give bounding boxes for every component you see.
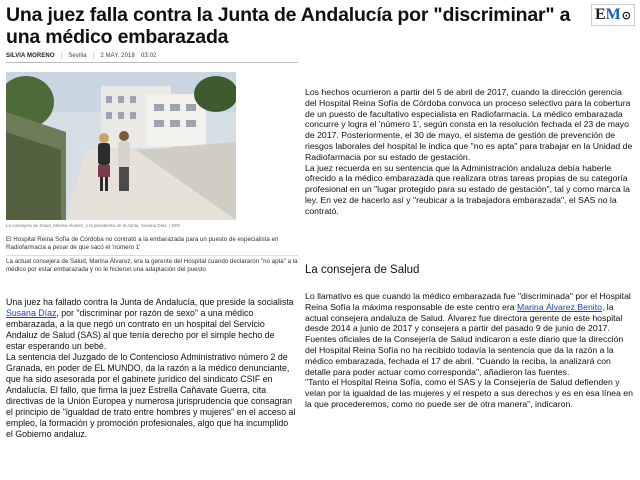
paragraph: La juez recuerda en su sentencia que la Administración andaluza debía haberle ofrecido a la médico embarazada que realizara otras tareas propias de su categoría profesional en un "lugar protegido para su estado de gestación", tal y como marca la ley. En vez de hacerlo así y "reubicar a la trabajadora embarazada", el SAS no la contrató.: [305, 162, 630, 216]
photo-illustration: [6, 72, 236, 220]
el-mundo-logo[interactable]: [591, 4, 635, 26]
section-subheading: La consejera de Salud: [305, 264, 420, 276]
paragraph: Los hechos ocurrieron a partir del 5 de abril de 2017, cuando la dirección gerencia del Hospital Reina Sofía de Córdoba convoca un proceso selectivo para la cobertura de un puesto de facultativo especialista en Radiofarmacia. La médico embarazada concurre y logra el 'número 1', según consta en la resolución fechada el 23 de mayo de 2017. Posteriormente, el 30 de mayo, el sistema de gestión de prevención de riesgos laborales del hospital le indica que "no es apta" para trabajar en la Unidad de Radiofarmacia por su estado de gestación.: [305, 87, 633, 162]
location: Sevilla: [68, 53, 87, 59]
logo-globe-icon: ⊙: [621, 9, 631, 22]
logo-letter-e: E: [595, 6, 606, 23]
marina-alvarez-link[interactable]: Marina Álvarez Benito: [517, 301, 602, 312]
summary-bullets: [6, 234, 298, 277]
summary-bullet: El Hospital Reina Sofía de Córdoba no contrató a la embarazada para un puesto de especialista en Radiofarmacia a pesar de que sacó el 'número 1': [6, 236, 279, 251]
left-column: [6, 297, 296, 440]
paragraph-text: Lo llamativo es que cuando la médico embarazada fue "discriminada" por el Hospital Reina Sofía la máxima responsable de este centro era: [305, 291, 631, 312]
paragraph-text: , la actual consejera andaluza de Salud. Álvarez fue directora gerente de este hospital desde 2014 a junio de 2017 y consejera a partir del pasado 9 de junio de 2017.: [305, 301, 623, 334]
paragraph-text: , por "discriminar por razón de sexo" a una médico embarazada, a la que negó un contrato en un hospital del Servicio Andaluz de Salud (SAS) al que tenía derecho por el simple hecho de estar esperando un bebé.: [6, 308, 275, 351]
publish-time: 03:02: [140, 53, 157, 59]
photo-caption: La consejera de Salud, Marina Álvarez, y la presidenta de la Junta, Susana Díaz. | EFE: [6, 223, 181, 228]
publish-date: 2 MAY. 2018: [100, 53, 135, 59]
logo-letter-m: M: [605, 6, 621, 23]
paragraph: [305, 291, 635, 334]
summary-bullet: La actual consejera de Salud, Marina Álvarez, era la gerente del Hospital cuando declararon "no apta" a la médico por estar embarazada y no le hicieron una adaptación del puesto: [6, 255, 298, 277]
byline-separator: |: [92, 53, 95, 59]
paragraph: "Tanto el Hospital Reina Sofía, como el SAS y la Consejería de Salud defienden y velan por la igualdad de las mujeres y el respeto a sus derechos y es en esa línea en la que procederemos, como no puede ser de otra manera", indicaron.: [305, 377, 633, 409]
paragraph-text: Una juez ha fallado contra la Junta de Andalucía, que preside la socialista: [6, 297, 294, 307]
right-column: [305, 87, 635, 217]
byline-separator: |: [60, 53, 63, 59]
author-name[interactable]: SILVIA MORENO: [6, 53, 55, 59]
article-photo[interactable]: [6, 72, 236, 220]
byline: [6, 53, 296, 59]
susana-diaz-link[interactable]: Susana Díaz: [6, 308, 57, 318]
paragraph: Fuentes oficiales de la Consejería de Salud indicaron a este diario que la dirección del Hospital Reina Sofía no ha recibido todavía la sentencia que da la razón a la médico embarazada, fechada el 17 de abril. "Cuando la reciba, la analizará con detalle para poder actuar como corresponda", añadieron las fuentes.: [305, 334, 624, 377]
article-headline: Una juez falla contra la Junta de Andalucía por "discriminar" a una médico embarazada: [6, 4, 571, 48]
paragraph: La sentencia del Juzgado de lo Contencioso Administrativo número 2 de Granada, en poder de EL MUNDO, da la razón a la médico denunciante, que ha sido asesorada por el gabinete jurídico del sindicato CSIF en Andalucía. El fallo, que firma la juez Estrella Cañavate Guerra, cita directivas de la Unión Europea y numerosa jurisprudencia que consagran el principio de "igualdad de trato entre hombres y mujeres" en el acceso al empleo, la formación y promoción profesionales, algo que ha incumplido el Gobierno andaluz.: [6, 352, 296, 439]
byline-divider: [6, 62, 298, 63]
paragraph: [6, 297, 296, 352]
right-column-lower: [305, 291, 635, 410]
